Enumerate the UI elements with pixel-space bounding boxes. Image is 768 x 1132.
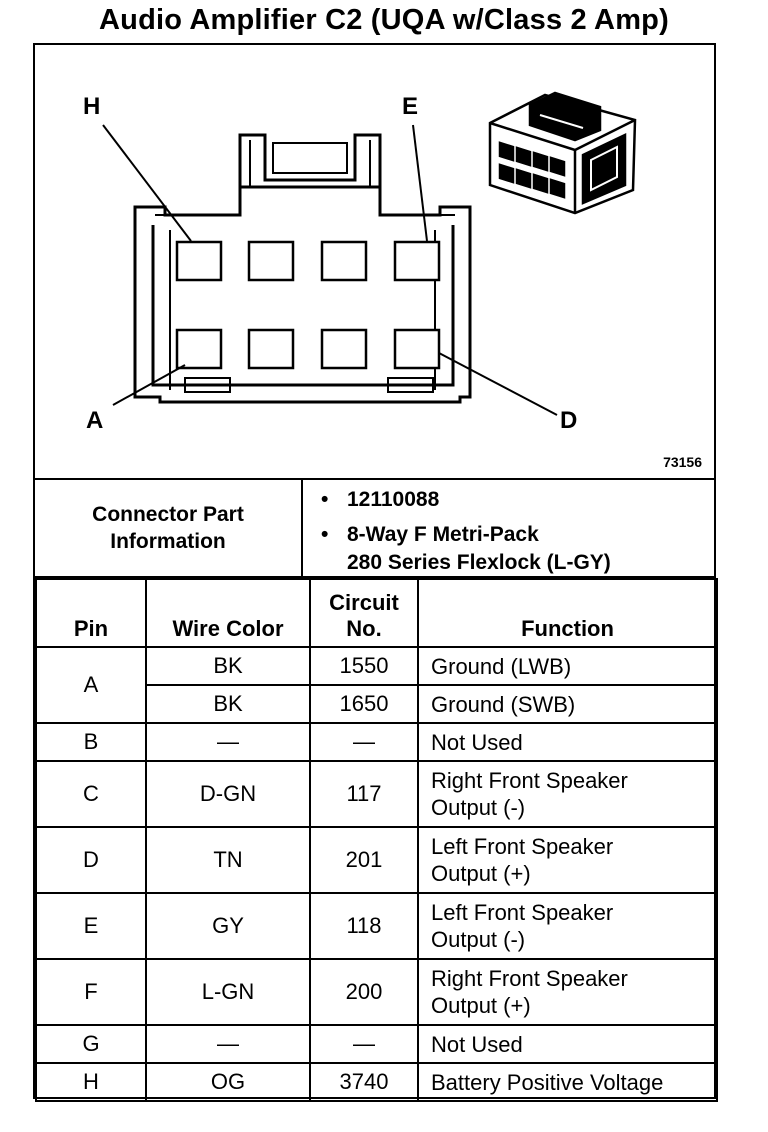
pin-cell: G <box>36 1025 146 1063</box>
function-line1: Not Used <box>431 1031 523 1057</box>
function-line2: Output (-) <box>431 927 526 952</box>
pin-cell: A <box>36 647 146 723</box>
header-circuit-no <box>310 579 418 647</box>
wire-color-cell: TN <box>146 827 310 893</box>
connector-isometric-view <box>490 93 635 213</box>
wire-color-cell: GY <box>146 893 310 959</box>
circuit-cell: 3740 <box>310 1063 418 1101</box>
table-row <box>36 647 717 685</box>
table-row <box>36 761 717 827</box>
connector-info-values <box>303 480 714 576</box>
table-row <box>36 1063 717 1101</box>
wire-color-cell: — <box>146 723 310 761</box>
wire-color-cell: OG <box>146 1063 310 1101</box>
pin-cell: C <box>36 761 146 827</box>
table-row <box>36 1025 717 1063</box>
function-cell <box>418 1025 717 1063</box>
wire-color-cell: BK <box>146 647 310 685</box>
leader-line-h <box>103 125 191 241</box>
circuit-cell: 1550 <box>310 647 418 685</box>
wire-color-cell: BK <box>146 685 310 723</box>
pin-cell: H <box>36 1063 146 1101</box>
header-circuit-line2: No. <box>346 616 382 641</box>
function-cell <box>418 647 717 685</box>
function-cell <box>418 723 717 761</box>
table-row <box>36 959 717 1025</box>
header-circuit-line1: Circuit <box>329 590 399 615</box>
pin-label-a: A <box>86 407 104 434</box>
connector-info-label-line2: Information <box>110 530 226 553</box>
pin-label-e: E <box>402 93 419 120</box>
connector-info-label-line1: Connector Part <box>92 503 244 526</box>
function-line1: Ground (SWB) <box>431 691 576 717</box>
pin-cell: B <box>36 723 146 761</box>
function-line2: Output (+) <box>431 993 531 1018</box>
pin-label-d: D <box>560 407 578 434</box>
function-line1: Right Front Speaker <box>431 966 628 991</box>
description-line2: 280 Series Flexlock (L-GY) <box>347 551 611 574</box>
function-line1: Battery Positive Voltage <box>431 1069 664 1095</box>
wire-color-cell: L-GN <box>146 959 310 1025</box>
function-cell <box>418 685 717 723</box>
circuit-cell: — <box>310 1025 418 1063</box>
wire-color-cell: D-GN <box>146 761 310 827</box>
pin-cell: D <box>36 827 146 893</box>
function-line1: Left Front Speaker <box>431 834 614 859</box>
description-bullet <box>321 521 611 577</box>
leader-line-d <box>439 353 557 415</box>
part-number-bullet <box>321 486 440 514</box>
function-line1: Ground (LWB) <box>431 653 572 679</box>
pin-cavity-d <box>395 330 439 368</box>
function-cell <box>418 1063 717 1101</box>
connector-info-label <box>35 480 303 576</box>
bullet-dot: • <box>321 523 329 546</box>
pin-cell: E <box>36 893 146 959</box>
circuit-cell: 201 <box>310 827 418 893</box>
table-row <box>36 827 717 893</box>
circuit-cell: 200 <box>310 959 418 1025</box>
connector-diagram <box>35 45 714 477</box>
header-function: Function <box>418 579 717 647</box>
pin-cavity-f <box>322 242 366 280</box>
circuit-cell: 117 <box>310 761 418 827</box>
pin-label-h: H <box>83 93 101 120</box>
pin-cell: F <box>36 959 146 1025</box>
function-line2: Output (-) <box>431 795 526 820</box>
wire-color-cell: — <box>146 1025 310 1063</box>
table-header-row <box>36 579 717 647</box>
connector-part-info <box>35 478 714 578</box>
circuit-cell: — <box>310 723 418 761</box>
page-title: Audio Amplifier C2 (UQA w/Class 2 Amp) <box>99 4 669 36</box>
function-cell <box>418 827 717 893</box>
function-line1: Right Front Speaker <box>431 768 628 793</box>
header-wire-color: Wire Color <box>146 579 310 647</box>
pin-cavity-e <box>395 242 439 280</box>
function-cell <box>418 761 717 827</box>
function-cell <box>418 893 717 959</box>
pin-cavity-c <box>322 330 366 368</box>
pin-table <box>35 578 718 1102</box>
function-line2: Output (+) <box>431 861 531 886</box>
pin-cavity-b <box>249 330 293 368</box>
pin-cavity-g <box>249 242 293 280</box>
pin-cavity-a <box>177 330 221 368</box>
figure-number: 73156 <box>663 454 702 470</box>
function-cell <box>418 959 717 1025</box>
header-pin: Pin <box>36 579 146 647</box>
bullet-dot: • <box>321 488 329 511</box>
function-line1: Not Used <box>431 729 523 755</box>
table-row <box>36 723 717 761</box>
circuit-cell: 1650 <box>310 685 418 723</box>
pin-cavity-h <box>177 242 221 280</box>
table-row <box>36 893 717 959</box>
description-line1: 8-Way F Metri-Pack <box>347 523 539 546</box>
leader-line-e <box>413 125 427 241</box>
circuit-cell: 118 <box>310 893 418 959</box>
connector-face-drawing <box>35 45 714 477</box>
part-number: 12110088 <box>347 488 440 511</box>
function-line1: Left Front Speaker <box>431 900 614 925</box>
